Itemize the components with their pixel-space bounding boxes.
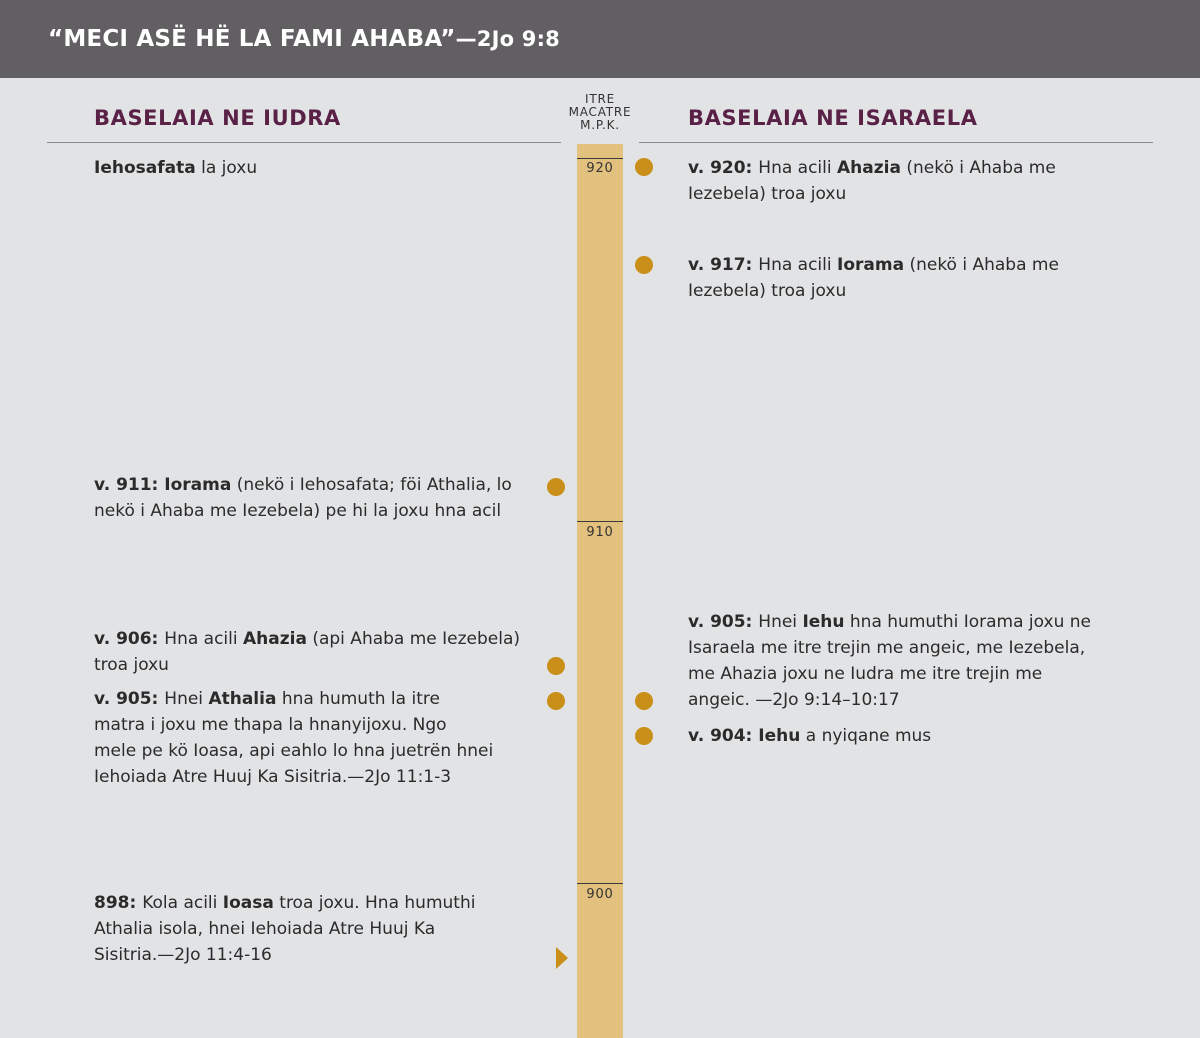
judah-event-arrow-898 (556, 947, 568, 969)
event-text: hna humuth la itre matra i joxu me thapa la hnanyijoxu. Ngo mele pe kö Ioasa, api eahlo lo hna juetrën hnei Iehoiada Atre Huuj Ka Sisitria.—2Jo 11:1-3 (94, 689, 494, 787)
tick-label-900: 900 (586, 887, 614, 902)
judah-event-marker-905 (547, 692, 565, 710)
tick-label-910: 910 (586, 525, 614, 540)
event-text: (nekö i Ahaba me Iezebela) troa joxu (688, 158, 1056, 204)
event-king: Iorama (837, 255, 905, 275)
israel-event-905 (688, 609, 1098, 713)
title-text: “MECI ASË HË LA FAMI AHABA” (48, 26, 456, 52)
event-date: v. 911: (94, 475, 165, 495)
tick-mark-920 (577, 158, 623, 159)
axis-label-line-1: ITRE (585, 92, 615, 106)
title-scripture-ref: —2Jo 9:8 (455, 27, 560, 51)
israel-event-920 (688, 155, 1128, 207)
judah-event-marker-906 (547, 657, 565, 675)
event-date: v. 904: (688, 726, 759, 746)
event-verb: Hna acili (164, 629, 243, 649)
israel-event-904 (688, 723, 1158, 749)
judah-heading-rule (47, 142, 561, 143)
event-text: la joxu (195, 158, 258, 178)
tick-label-920: 920 (586, 161, 614, 176)
timeline-bar (577, 144, 623, 1038)
event-date: v. 906: (94, 629, 165, 649)
event-verb: Hnei (164, 689, 209, 709)
header-banner (0, 0, 1200, 78)
israel-column-heading: BASELAIA NE ISARAELA (688, 106, 978, 130)
event-text: a nyiqane mus (800, 726, 932, 746)
event-verb: Hna acili (758, 255, 837, 275)
israel-event-marker-917 (635, 256, 653, 274)
judah-event-jehoshaphat (94, 155, 524, 181)
event-verb: Hna acili (758, 158, 837, 178)
israel-event-marker-904 (635, 727, 653, 745)
event-date: v. 905: (688, 612, 759, 632)
judah-event-911 (94, 472, 524, 524)
israel-event-marker-905 (635, 692, 653, 710)
event-text: (nekö i Ahaba me Iezebela) troa joxu (688, 255, 1059, 301)
tick-mark-910 (577, 521, 623, 522)
event-text: (api Ahaba me Iezebela) troa joxu (94, 629, 521, 675)
event-verb: Hnei (758, 612, 803, 632)
judah-event-898 (94, 890, 494, 968)
event-king: Iehosafata (94, 158, 196, 178)
judah-column-heading: BASELAIA NE IUDRA (94, 106, 341, 130)
event-text: hna humuthi Iorama joxu ne Isaraela me itre trejin me angeic, me Iezebela, me Ahazia joxu ne Iudra me itre trejin me angeic. —2Jo 9:14–10:17 (688, 612, 1091, 710)
event-king: Ahazia (837, 158, 901, 178)
event-verb: Kola acili (142, 893, 223, 913)
israel-heading-rule (639, 142, 1153, 143)
tick-mark-900 (577, 883, 623, 884)
axis-label-line-3: M.P.K. (580, 118, 620, 132)
israel-event-marker-920 (635, 158, 653, 176)
event-king: Ahazia (243, 629, 307, 649)
event-text: troa joxu. Hna humuthi Athalia isola, hnei Iehoiada Atre Huuj Ka Sisitria.—2Jo 11:4-16 (94, 893, 476, 965)
axis-label-line-2: MACATRE (568, 105, 632, 119)
page-title (48, 26, 560, 52)
event-date: v. 905: (94, 689, 165, 709)
judah-event-marker-911 (547, 478, 565, 496)
event-king: Iehu (802, 612, 845, 632)
judah-event-905 (94, 686, 494, 790)
israel-event-917 (688, 252, 1128, 304)
timeline-axis-label (555, 93, 645, 132)
event-date: 898: (94, 893, 143, 913)
judah-event-906 (94, 626, 524, 678)
event-king: Iehu (758, 726, 801, 746)
event-king: Iorama (164, 475, 232, 495)
event-king: Athalia (208, 689, 277, 709)
event-text: (nekö i Iehosafata; föi Athalia, lo nekö i Ahaba me Iezebela) pe hi la joxu hna acil (94, 475, 512, 521)
event-date: v. 920: (688, 158, 759, 178)
event-date: v. 917: (688, 255, 759, 275)
event-king: Ioasa (222, 893, 274, 913)
